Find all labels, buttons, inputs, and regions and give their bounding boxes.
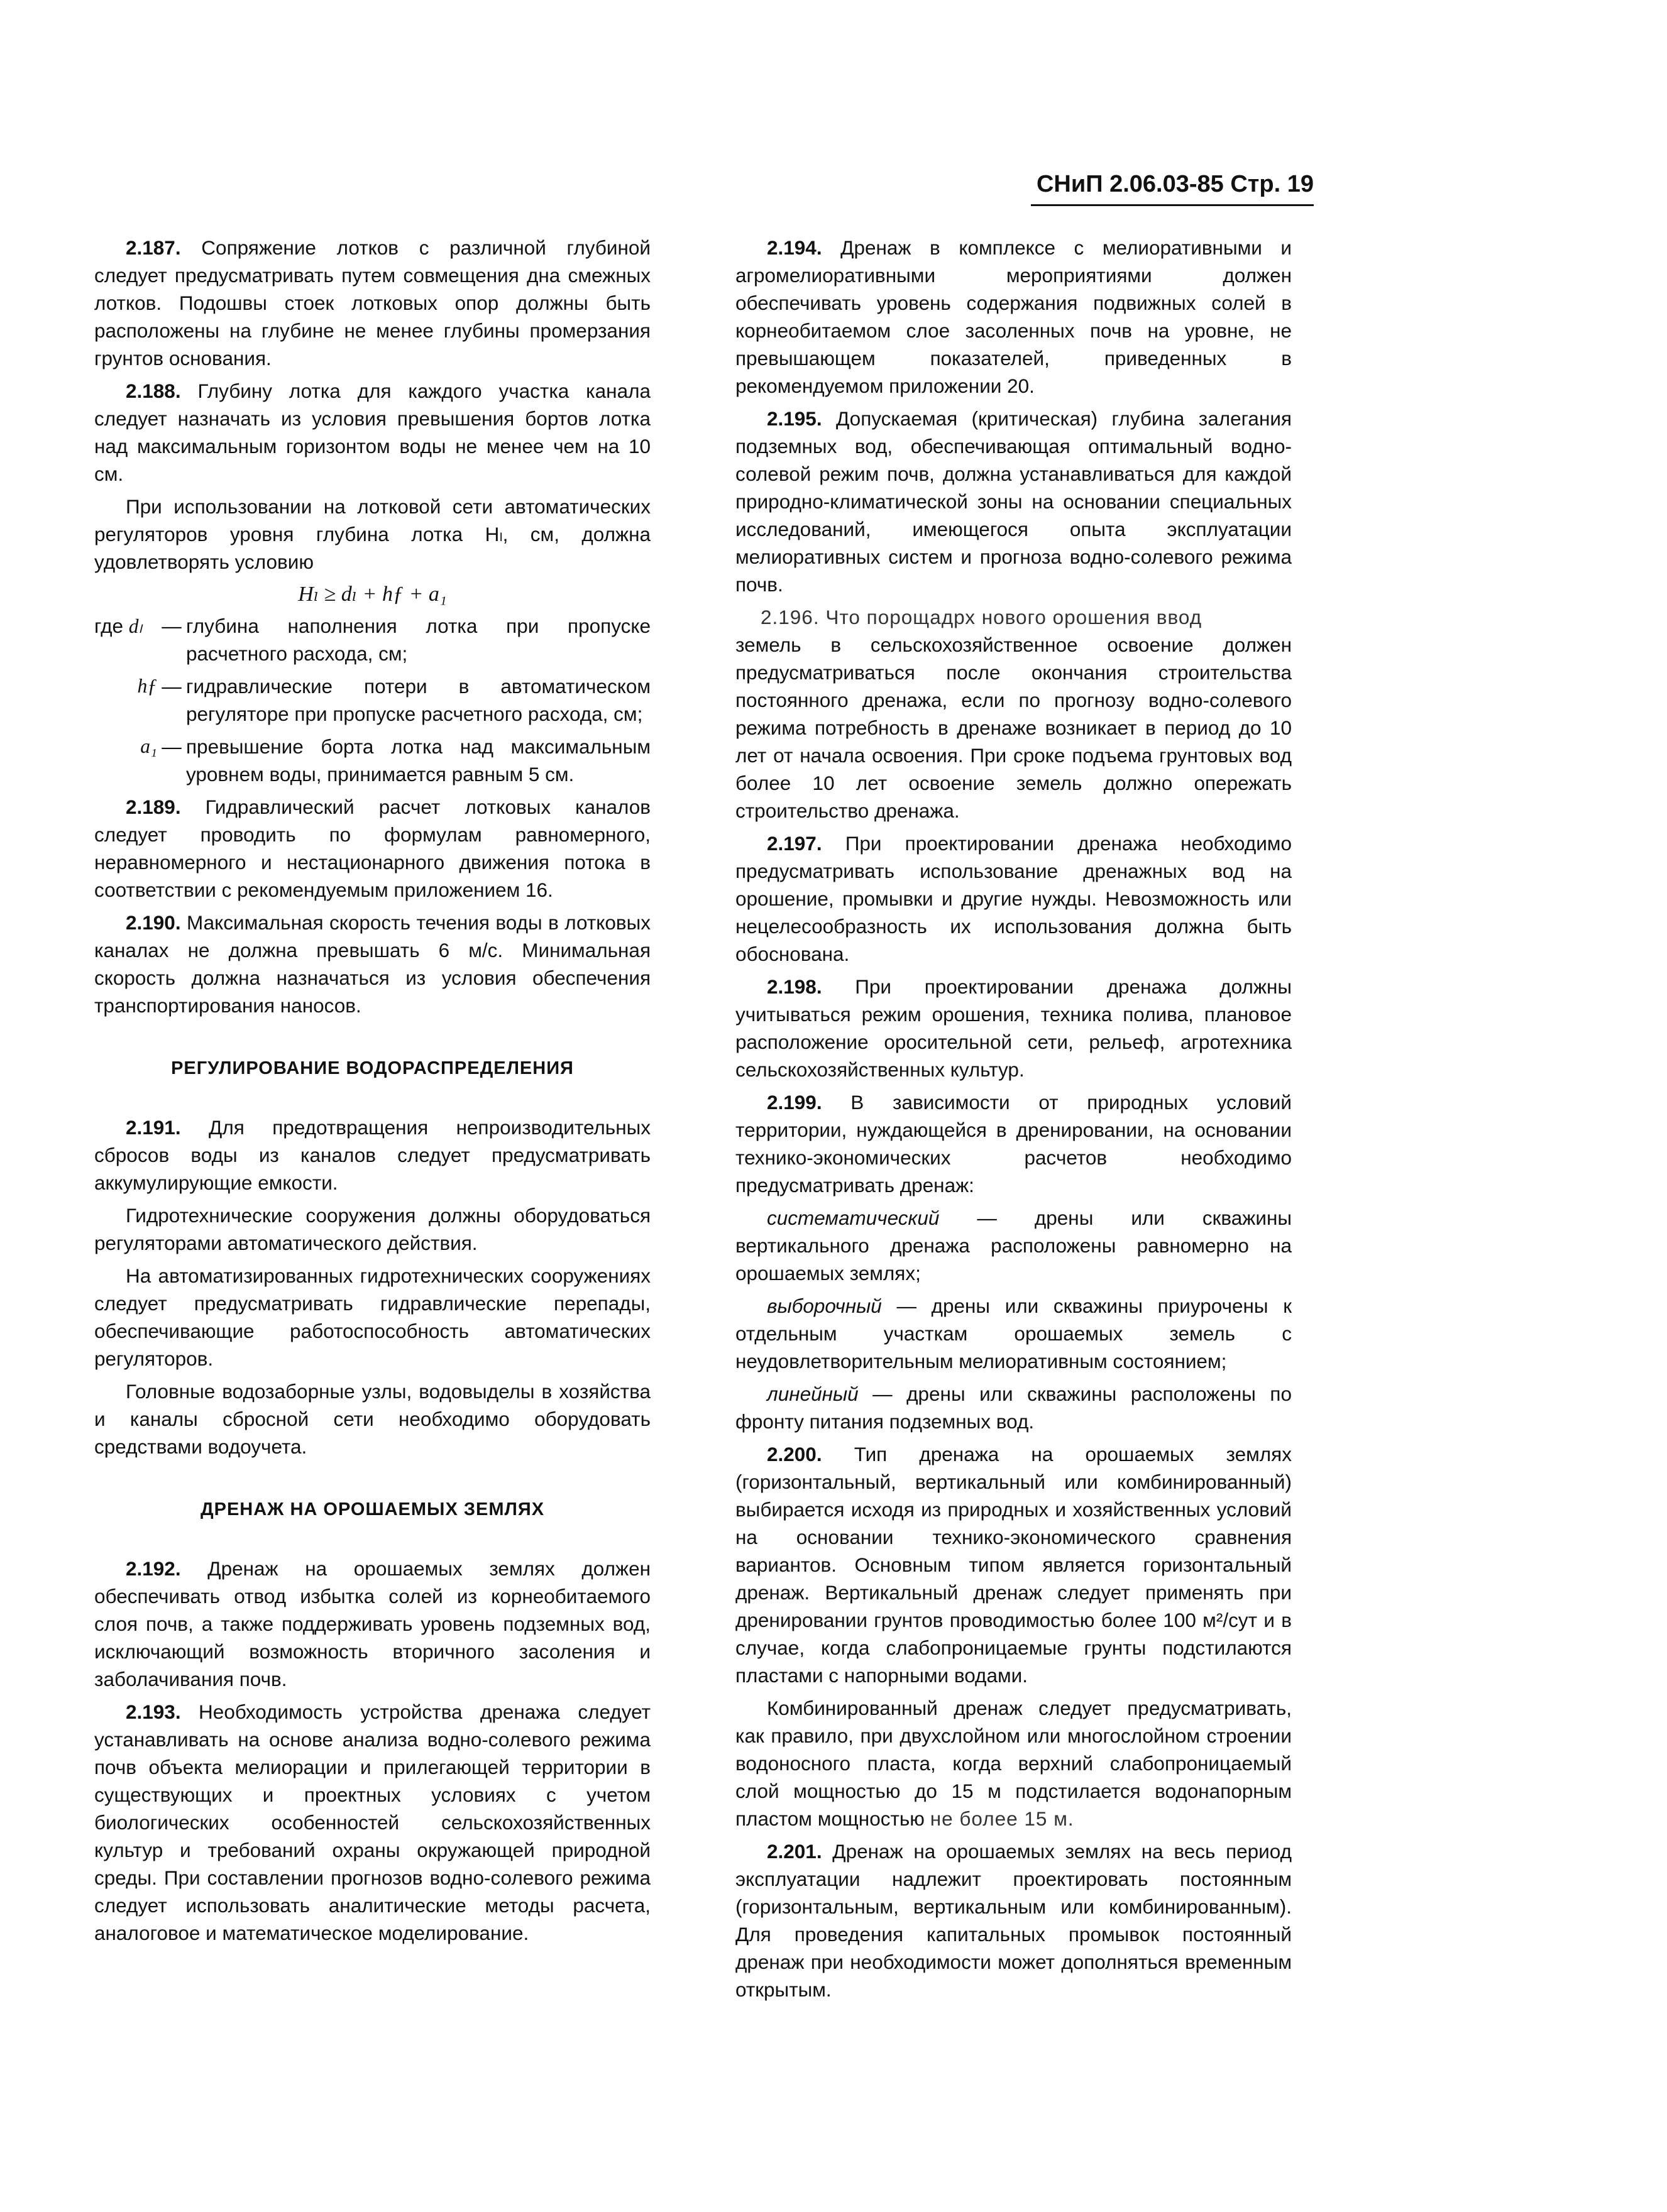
- paragraph-2-194: [735, 234, 1292, 400]
- clause-number: 2.200.: [767, 1443, 822, 1465]
- garbled-text: не более 15 м.: [930, 1807, 1074, 1830]
- drainage-type-selective: [735, 1292, 1292, 1375]
- clause-number: 2.197.: [767, 832, 822, 855]
- term: систематический: [767, 1207, 940, 1229]
- clause-text: Максимальная скорость течения воды в лотковых каналах не должна превышать 6 м/с. Минимальная скорость должна назначаться из условия обеспечения транспортирования наносов.: [94, 911, 651, 1017]
- clause-text: При проектировании дренажа необходимо предусматривать использование дренажных вод на орошение, промывки и другие нужды. Невозможность или нецелесообразность их использования должна быть обоснована.: [735, 832, 1292, 965]
- clause-text: Дренаж в комплексе с мелиоративными и агромелиоративными мероприятиями должен обеспечивать уровень содержания подвижных солей в корнеобитаемом слое засоленных почв на уровне, не превышающем показателей, приведенных в рекомендуемом приложении 20.: [735, 236, 1292, 397]
- term-definition: — дрены или скважины приурочены к отдельным участкам орошаемых земель с неудовлетворительным мелиоративным состоянием;: [735, 1295, 1292, 1372]
- right-column: [735, 234, 1292, 2008]
- clause-number: 2.187.: [126, 236, 181, 259]
- paragraph-2-191-c: На автоматизированных гидротехнических сооружениях следует предусматривать гидравлические перепады, обеспечивающие работоспособность автоматических регуляторов.: [94, 1264, 651, 1370]
- paragraph-2-192: [94, 1555, 651, 1693]
- clause-text: Необходимость устройства дренажа следует устанавливать на основе анализа водно-солевого режима почв объекта мелиорации и прилегающей территории в существующих и проектных условиях с учетом биологических особенностей сельскохозяйственных культур и требований охраны окружающей природной среды. При составлении прогнозов водно-солевого режима следует использовать аналитические методы расчета, аналоговое и математическое моделирование.: [94, 1700, 651, 1944]
- where-dash: —: [162, 675, 182, 698]
- clause-number: 2.189.: [126, 796, 181, 818]
- drainage-type-systematic: [735, 1204, 1292, 1287]
- clause-number: 2.194.: [767, 236, 822, 259]
- paragraph-2-188: [94, 377, 651, 488]
- paragraph-2-200: [735, 1440, 1292, 1689]
- clause-text: Дренаж на орошаемых землях на весь период эксплуатации надлежит проектировать постоянным (горизонтальным, вертикальным или комбинированным). Для проведения капитальных промывок постоянный дренаж при необходимости может дополняться временным открытым.: [735, 1840, 1292, 2001]
- paragraph-2-198: [735, 973, 1292, 1083]
- term: выборочный: [767, 1295, 882, 1317]
- clause-number: 2.188.: [126, 380, 181, 402]
- paragraph-2-190: [94, 909, 651, 1019]
- paragraph-2-188-cont: При использовании на лотковой сети автоматических регуляторов уровня глубина лотка Hₗ, см, должна удовлетворять условию: [94, 495, 651, 573]
- clause-number: 2.195.: [767, 407, 822, 430]
- symbol-d: dₗ: [128, 615, 142, 637]
- formula: Hₗ ≥ dₗ + hƒ + a₁: [298, 583, 447, 606]
- clause-number: 2.193.: [126, 1700, 181, 1723]
- where-definition: превышение борта лотка над максимальным уровнем воды, принимается равным 5 см.: [186, 735, 651, 786]
- symbol-h: hƒ: [137, 675, 157, 697]
- term-definition: — дрены или скважины вертикального дренажа расположены равномерно на орошаемых землях;: [735, 1207, 1292, 1284]
- clause-text: Для предотвращения непроизводительных сбросов воды из каналов следует предусматривать аккумулирующие емкости.: [94, 1116, 651, 1194]
- left-column: [94, 234, 651, 1952]
- paragraph-2-195: [735, 405, 1292, 598]
- term: линейный: [767, 1382, 859, 1405]
- clause-text: Глубину лотка для каждого участка канала следует назначать из условия превышения бортов лотка над максимальным горизонтом воды не менее чем на 10 см.: [94, 380, 651, 485]
- drainage-type-linear: [735, 1380, 1292, 1435]
- paragraph-2-200-b: [735, 1694, 1292, 1832]
- paragraph-2-196: земель в сельскохозяйственное освоение должен предусматриваться после окончания строительства постоянного дренажа, если по прогнозу водно-солевого режима потребность в дренаже возникает в период до 10 лет от начала освоения. При сроке подъема грунтовых вод более 10 лет освоение земель должно опережать строительство дренажа.: [735, 633, 1292, 822]
- clause-number: 2.191.: [126, 1116, 181, 1139]
- paragraph-2-201: [735, 1837, 1292, 2003]
- paragraph-2-189: [94, 793, 651, 904]
- where-dash: —: [162, 735, 182, 758]
- clause-text: При проектировании дренажа должны учитываться режим орошения, техника полива, плановое расположение оросительной сети, рельеф, агротехника сельскохозяйственных культур.: [735, 975, 1292, 1081]
- paragraph-2-187: [94, 234, 651, 372]
- paragraph-2-199: [735, 1088, 1292, 1199]
- paragraph-2-191-d: Головные водозаборные узлы, водовыделы в хозяйства и каналы сбросной сети необходимо оборудовать средствами водоучета.: [94, 1380, 651, 1458]
- paragraph-2-197: [735, 830, 1292, 968]
- clause-number: 2.199.: [767, 1091, 822, 1114]
- where-definition: глубина наполнения лотка при пропуске расчетного расхода, см;: [186, 615, 651, 665]
- page-header: СНиП 2.06.03-85 Стр. 19: [1031, 171, 1314, 206]
- clause-number: 2.201.: [767, 1840, 822, 1863]
- paragraph-2-196-garbled-line: 2.196. Что порощадрх нового орошения ввод: [761, 606, 1202, 628]
- paragraph-2-193: [94, 1698, 651, 1947]
- where-symbol: [94, 612, 157, 667]
- clause-number: 2.190.: [126, 911, 181, 934]
- paragraph-text: Комбинированный дренаж следует предусматривать, как правило, при двухслойном или многослойном строении водоносного пласта, когда верхний слабопроницаемый слой мощностью до 15 м подстилается водонапорным пластом мощностью: [735, 1697, 1292, 1830]
- where-row-3: [94, 733, 651, 788]
- where-definition: гидравлические потери в автоматическом регуляторе при пропуске расчетного расхода, см;: [186, 675, 651, 725]
- symbol-a: a₁: [140, 735, 157, 757]
- where-prefix: где: [94, 615, 123, 637]
- where-row-1: [94, 612, 651, 667]
- clause-text: Допускаемая (критическая) глубина залегания подземных вод, обеспечивающая оптимальный водно-солевой режим почв, должна устанавливаться для каждой природно-климатической зоны на основании специальных исследований, имеющегося опыта эксплуатации мелиоративных систем и прогноза водно-солевого режима почв.: [735, 407, 1292, 596]
- clause-text: Сопряжение лотков с различной глубиной следует предусматривать путем совмещения дна смежных лотков. Подошвы стоек лотковых опор должны быть расположены на глубине не менее глубины промерзания грунтов основания.: [94, 236, 651, 370]
- where-row-2: [94, 672, 651, 728]
- term-definition: — дрены или скважины расположены по фронту питания подземных вод.: [735, 1382, 1292, 1433]
- paragraph-2-191-b: Гидротехнические сооружения должны оборудоваться регуляторами автоматического действия.: [94, 1204, 651, 1254]
- where-dash: —: [162, 615, 182, 637]
- paragraph-2-191: [94, 1114, 651, 1196]
- section-heading-water-distribution: РЕГУЛИРОВАНИЕ ВОДОРАСПРЕДЕЛЕНИЯ: [171, 1058, 574, 1078]
- clause-number: 2.192.: [126, 1557, 181, 1580]
- clause-text: Тип дренажа на орошаемых землях (горизонтальный, вертикальный или комбинированный) выбирается исходя из природных и хозяйственных условий на основании технико-экономического сравнения вариантов. Основным типом является горизонтальный дренаж. Вертикальный дренаж следует применять при дренировании грунтов проводимостью более 100 м²/сут и в случае, когда слабопроницаемые грунты подстилаются пластами с напорными водами.: [735, 1443, 1292, 1687]
- section-heading-drainage: ДРЕНАЖ НА ОРОШАЕМЫХ ЗЕМЛЯХ: [200, 1499, 545, 1519]
- clause-text: Гидравлический расчет лотковых каналов следует проводить по формулам равномерного, неравномерного и нестационарного движения потока в соответствии с рекомендуемым приложением 16.: [94, 796, 651, 901]
- clause-text: В зависимости от природных условий территории, нуждающейся в дренировании, на основании технико-экономических расчетов необходимо предусматривать дренаж:: [735, 1091, 1292, 1196]
- clause-text: Дренаж на орошаемых землях должен обеспечивать отвод избытка солей из корнеобитаемого слоя почв, а также поддерживать уровень подземных вод, исключающий возможность вторичного засоления и заболачивания почв.: [94, 1557, 651, 1690]
- clause-number: 2.198.: [767, 975, 822, 998]
